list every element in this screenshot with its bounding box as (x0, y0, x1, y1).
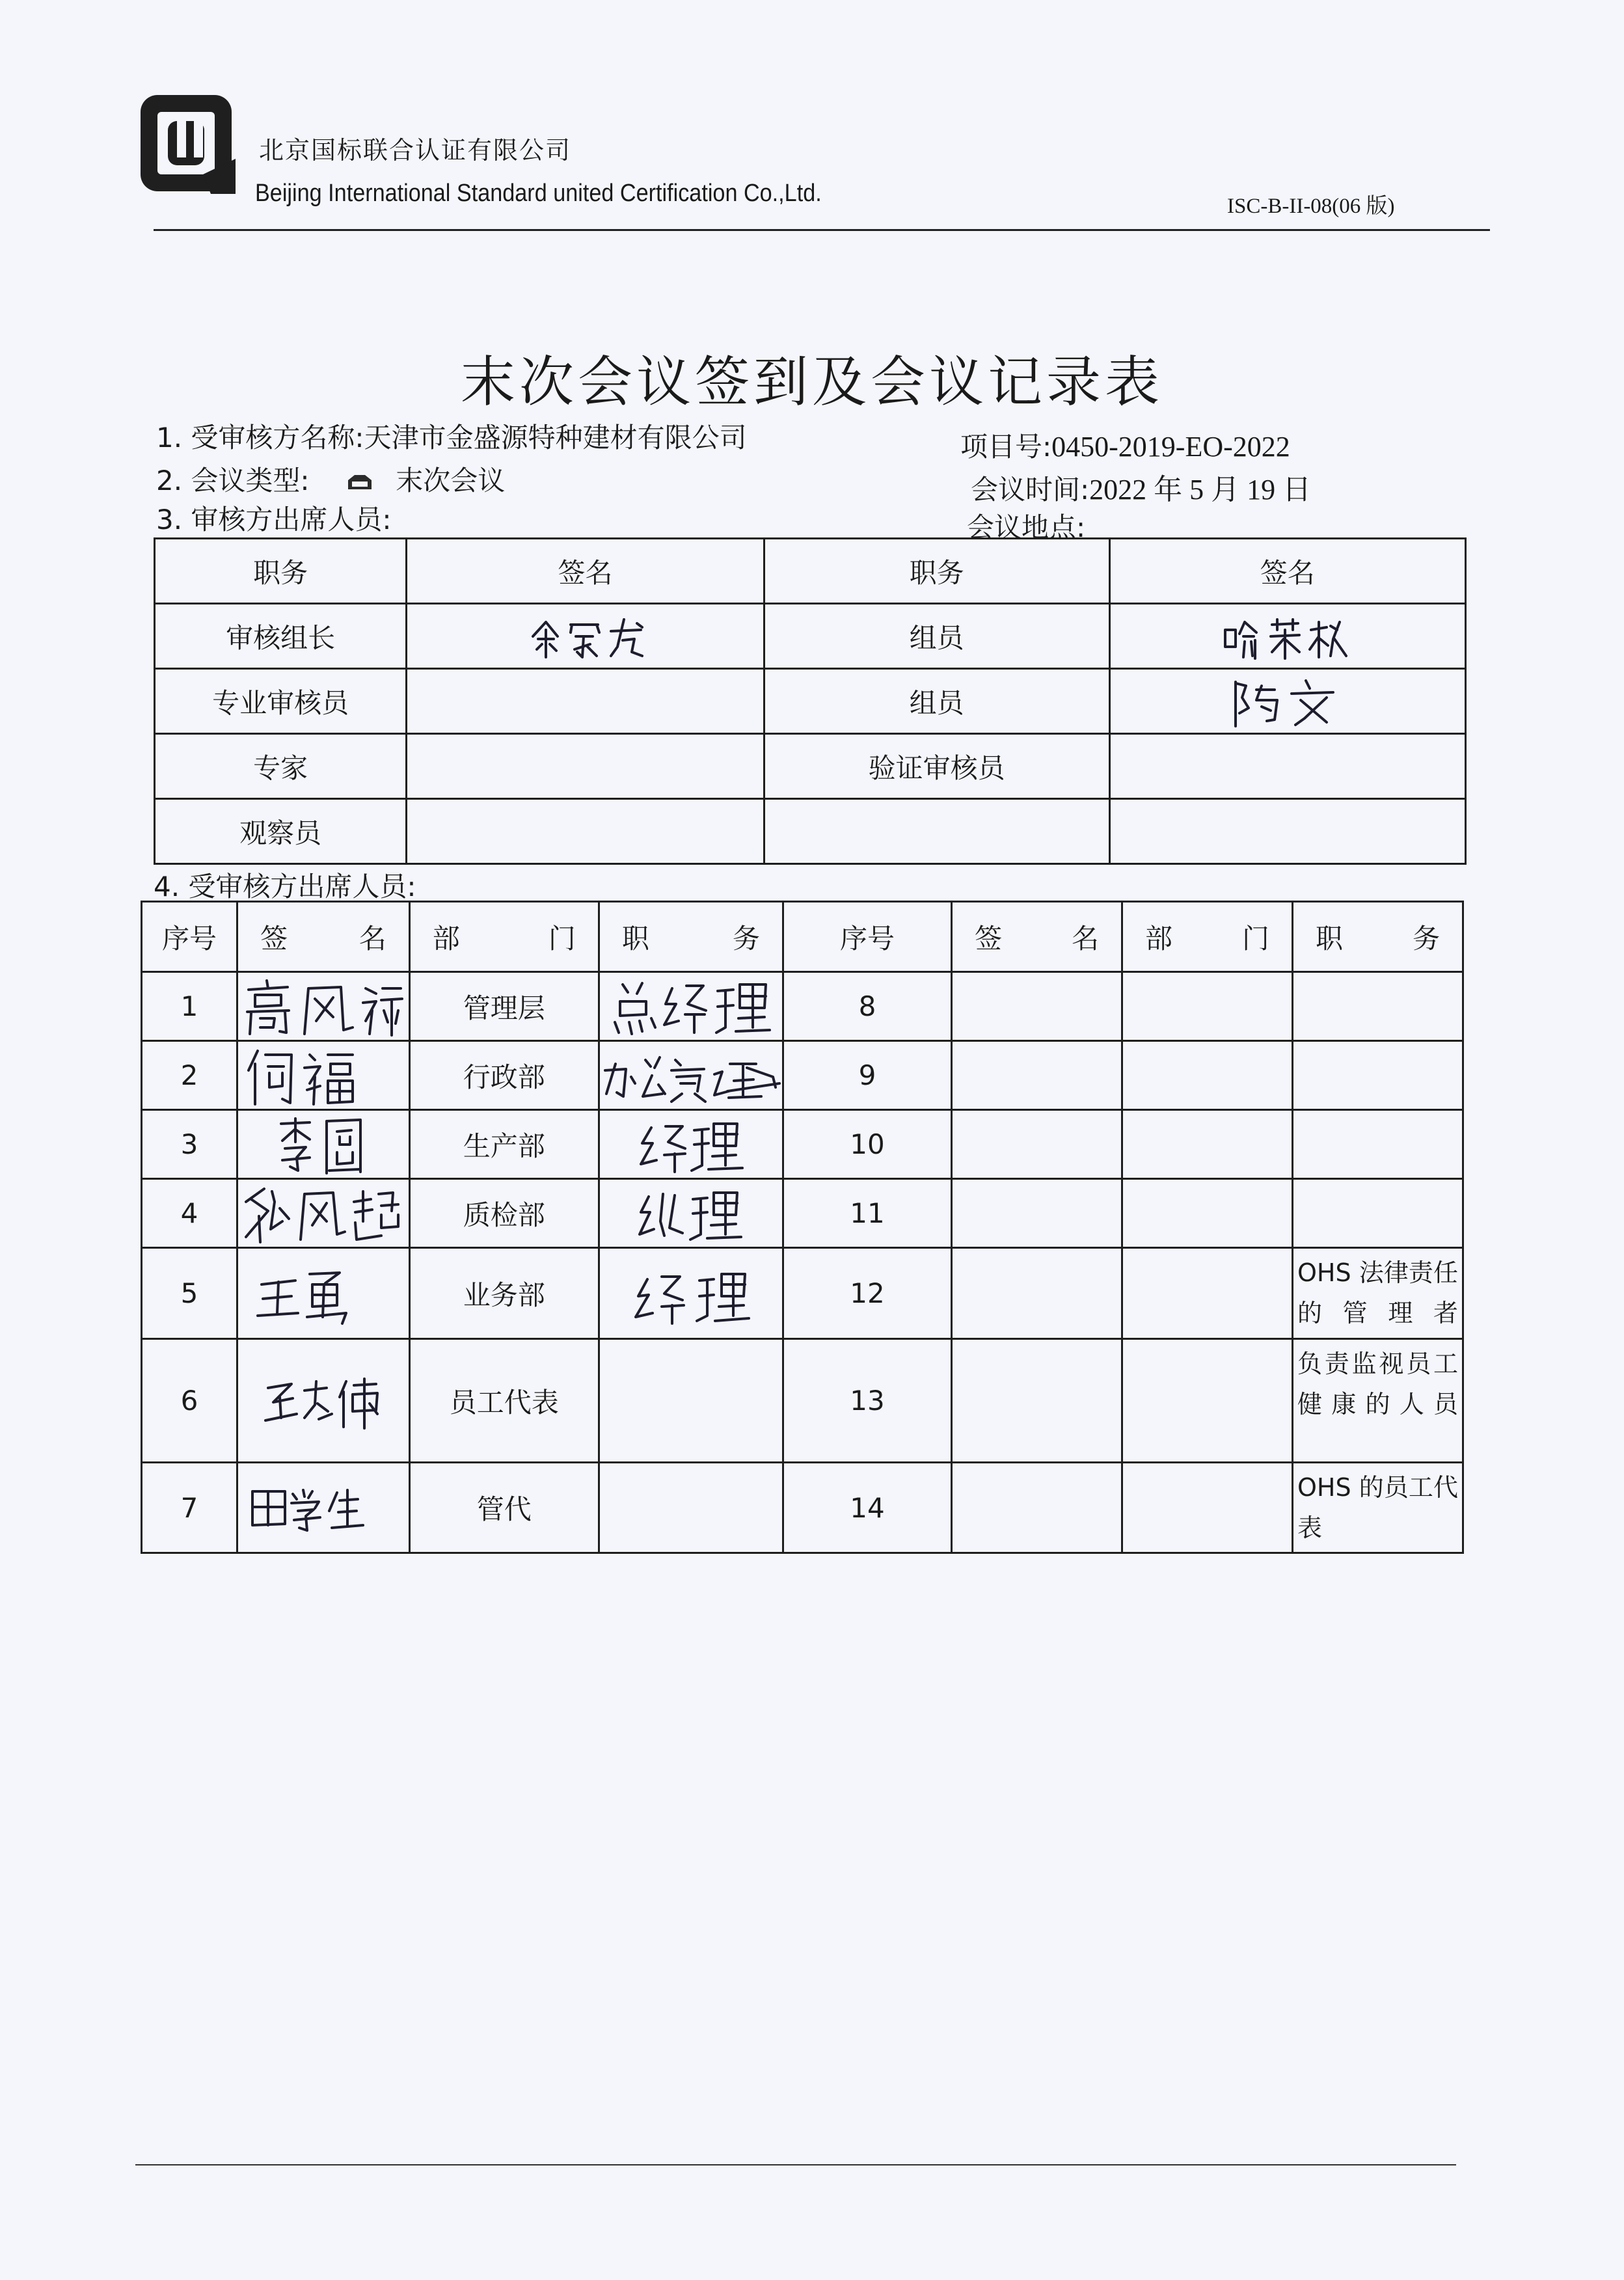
signature-cell (237, 1339, 410, 1463)
company-logo (138, 92, 239, 197)
duty-cell (599, 972, 783, 1041)
header-signature: 签 名 (237, 902, 410, 972)
header-signature: 签 名 (952, 902, 1122, 972)
handwritten-signature (600, 1044, 782, 1107)
auditor-attendance-table (154, 537, 1467, 865)
table-row (142, 1463, 1463, 1553)
auditee-table-header (142, 902, 1463, 972)
signature-cell (407, 799, 764, 864)
role-cell: 专业审核员 (155, 669, 407, 734)
role-cell: 审核组长 (155, 604, 407, 669)
duty-cell (1293, 1110, 1463, 1179)
signature-cell (952, 1110, 1122, 1179)
department-cell: 管代 (409, 1463, 599, 1553)
handwritten-signature (242, 1044, 405, 1107)
role-cell: 观察员 (155, 799, 407, 864)
table-row (142, 1041, 1463, 1110)
department-cell (1122, 1248, 1293, 1339)
header-role: 职务 (764, 539, 1109, 604)
seq-cell: 11 (783, 1179, 951, 1248)
header-role: 职务 (155, 539, 407, 604)
header-divider (154, 229, 1490, 231)
auditor-table-header (155, 539, 1466, 604)
seq-cell: 7 (142, 1463, 237, 1553)
checkbox-icon (344, 467, 375, 498)
auditee-attendance-table (141, 901, 1464, 1554)
signature-cell (407, 734, 764, 799)
signature-cell (237, 1248, 410, 1339)
duty-note-cell: 负责监视员工健康的人员 (1293, 1339, 1463, 1463)
seq-cell: 14 (783, 1463, 951, 1553)
department-cell: 生产部 (409, 1110, 599, 1179)
duty-cell (1293, 972, 1463, 1041)
table-row (142, 1110, 1463, 1179)
handwritten-signature (520, 610, 650, 662)
seq-cell: 8 (783, 972, 951, 1041)
department-cell: 员工代表 (409, 1339, 599, 1463)
role-cell (764, 799, 1109, 864)
department-cell (1122, 1110, 1293, 1179)
meeting-time-line (971, 466, 1311, 508)
project-number-line (960, 426, 1290, 465)
seq-cell: 1 (142, 972, 237, 1041)
meeting-type-value: 末次会议 (396, 465, 506, 496)
signature-cell (952, 1041, 1122, 1110)
role-cell: 组员 (764, 669, 1109, 734)
header-department: 部 门 (1122, 902, 1293, 972)
header-seq: 序号 (783, 902, 951, 972)
signature-cell (237, 1110, 410, 1179)
duty-cell (599, 1179, 783, 1248)
signature-cell (407, 669, 764, 734)
auditor-row (155, 799, 1466, 864)
table-row (142, 972, 1463, 1041)
org-name-en: Beijing International Standard united Certification Co.,Ltd. (255, 180, 822, 207)
department-cell: 管理层 (409, 972, 599, 1041)
seq-cell: 12 (783, 1248, 951, 1339)
role-cell: 组员 (764, 604, 1109, 669)
duty-cell (599, 1110, 783, 1179)
auditee-name-value: 天津市金盛源特种建材有限公司 (364, 422, 747, 454)
seq-cell: 10 (783, 1110, 951, 1179)
seq-cell: 5 (142, 1248, 237, 1339)
handwritten-signature (242, 1368, 405, 1433)
auditor-row (155, 669, 1466, 734)
department-cell (1122, 1179, 1293, 1248)
seq-cell: 3 (142, 1110, 237, 1179)
signature-cell (1109, 669, 1465, 734)
handwritten-signature (610, 975, 772, 1038)
department-cell (1122, 1339, 1293, 1463)
duty-cell (599, 1339, 783, 1463)
header-seq: 序号 (142, 902, 237, 972)
auditee-name-line (156, 416, 747, 455)
handwritten-signature (1223, 674, 1353, 729)
document-code: ISC-B-II-08(06 版) (1227, 195, 1395, 218)
duty-note-cell: OHS 的员工代表 (1293, 1463, 1463, 1553)
role-cell: 验证审核员 (764, 734, 1109, 799)
meeting-time-label: 会议时间: (971, 474, 1090, 506)
signature-cell (1109, 799, 1465, 864)
form-title: 末次会议签到及会议记录表 (460, 350, 1163, 414)
handwritten-signature (242, 1113, 405, 1176)
seq-cell: 6 (142, 1339, 237, 1463)
department-cell (1122, 1463, 1293, 1553)
signature-cell (952, 1248, 1122, 1339)
handwritten-signature (242, 975, 405, 1038)
auditor-row (155, 604, 1466, 669)
department-cell: 业务部 (409, 1248, 599, 1339)
meeting-time-value: 2022 年 5 月 19 日 (1089, 474, 1312, 506)
handwritten-signature (610, 1113, 772, 1176)
footer-divider (135, 2164, 1456, 2165)
meeting-type-label: 2. 会议类型: (156, 465, 310, 496)
handwritten-signature (242, 1478, 405, 1537)
table-row (142, 1339, 1463, 1463)
role-cell: 专家 (155, 734, 407, 799)
department-cell (1122, 972, 1293, 1041)
department-cell: 行政部 (409, 1041, 599, 1110)
duty-note-cell: OHS 法律责任的管理者 (1293, 1248, 1463, 1339)
org-name-cn: 北京国标联合认证有限公司 (259, 136, 572, 165)
meeting-type-line (156, 459, 505, 498)
signature-cell (237, 1041, 410, 1110)
project-number-label: 项目号: (960, 431, 1052, 463)
project-number-value: 0450-2019-EO-2022 (1051, 431, 1290, 463)
header-signature: 签名 (407, 539, 764, 604)
signature-cell (237, 1179, 410, 1248)
department-cell: 质检部 (409, 1179, 599, 1248)
header-department: 部 门 (409, 902, 599, 972)
header-duty: 职 务 (599, 902, 783, 972)
signature-cell (237, 1463, 410, 1553)
duty-cell (599, 1463, 783, 1553)
handwritten-signature (610, 1182, 772, 1245)
auditor-attendees-label: 3. 审核方出席人员: (156, 504, 392, 536)
seq-cell: 13 (783, 1339, 951, 1463)
seq-cell: 2 (142, 1041, 237, 1110)
signature-cell (952, 1339, 1122, 1463)
duty-cell (599, 1248, 783, 1339)
signature-cell (952, 1179, 1122, 1248)
handwritten-signature (1216, 610, 1359, 662)
signature-cell (407, 604, 764, 669)
signature-cell (952, 1463, 1122, 1553)
signature-cell (237, 972, 410, 1041)
handwritten-signature (242, 1261, 405, 1326)
table-row (142, 1179, 1463, 1248)
seq-cell: 9 (783, 1041, 951, 1110)
seq-cell: 4 (142, 1179, 237, 1248)
auditee-attendees-label: 4. 受审核方出席人员: (154, 871, 416, 903)
handwritten-signature (610, 1261, 772, 1326)
signature-cell (952, 972, 1122, 1041)
table-row (142, 1248, 1463, 1339)
header-signature: 签名 (1109, 539, 1465, 604)
handwritten-signature (242, 1182, 405, 1245)
meeting-location-label: 会议地点: (967, 511, 1086, 543)
auditee-name-label: 1. 受审核方名称: (156, 422, 364, 454)
signature-cell (1109, 604, 1465, 669)
auditor-row (155, 734, 1466, 799)
department-cell (1122, 1041, 1293, 1110)
signature-cell (1109, 734, 1465, 799)
duty-cell (1293, 1041, 1463, 1110)
duty-cell (599, 1041, 783, 1110)
duty-cell (1293, 1179, 1463, 1248)
header-duty: 职 务 (1293, 902, 1463, 972)
